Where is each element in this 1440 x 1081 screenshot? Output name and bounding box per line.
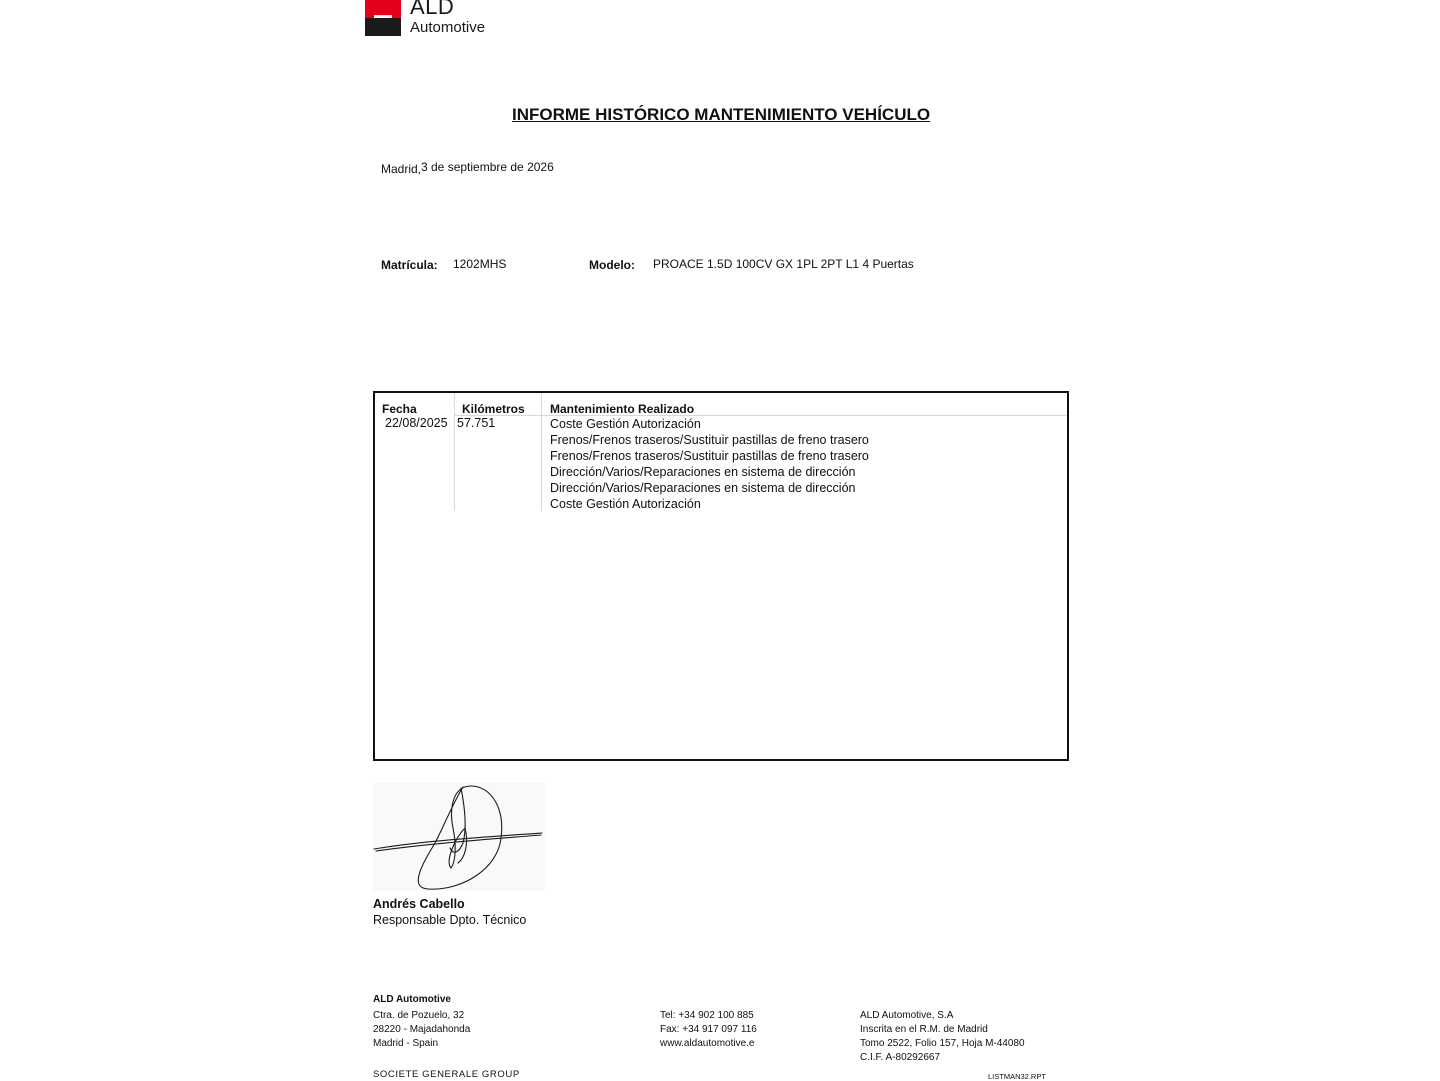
signer-role: Responsable Dpto. Técnico	[373, 913, 527, 927]
footer-legal-line: Inscrita en el R.M. de Madrid	[860, 1024, 988, 1035]
header-km: Kilómetros	[462, 402, 525, 416]
footer-legal-line: ALD Automotive, S.A	[860, 1010, 954, 1021]
plate-value: 1202MHS	[453, 257, 507, 271]
logo-mark-icon	[365, 0, 401, 36]
header-divider	[455, 415, 1067, 416]
document-date: 3 de septiembre de 2026	[421, 160, 554, 174]
column-divider	[541, 393, 542, 511]
maintenance-table	[373, 391, 1069, 761]
footer-phone: Tel: +34 902 100 885	[660, 1010, 754, 1021]
footer-legal-line: Tomo 2522, Folio 157, Hoja M-44080	[860, 1038, 1025, 1049]
maintenance-item: Frenos/Frenos traseros/Sustituir pastillas de freno trasero	[550, 449, 869, 463]
logo-brand-subname: Automotive	[410, 19, 486, 36]
maintenance-item: Dirección/Varios/Reparaciones en sistema de dirección	[550, 481, 856, 495]
footer-address-line: Madrid - Spain	[373, 1038, 439, 1049]
footer-fax: Fax: +34 917 097 116	[660, 1024, 757, 1035]
header-maintenance: Mantenimiento Realizado	[550, 402, 695, 416]
footer-company: ALD Automotive	[373, 994, 451, 1005]
footer-legal-line: C.I.F. A-80292667	[860, 1052, 941, 1063]
maintenance-item: Dirección/Varios/Reparaciones en sistema de dirección	[550, 465, 856, 479]
signer-name: Andrés Cabello	[373, 897, 465, 911]
maintenance-item: Coste Gestión Autorización	[550, 417, 701, 431]
maintenance-item: Frenos/Frenos traseros/Sustituir pastillas de freno trasero	[550, 433, 869, 447]
model-label: Modelo:	[589, 258, 635, 272]
logo-brand-name: ALD	[410, 0, 455, 19]
model-value: PROACE 1.5D 100CV GX 1PL 2PT L1 4 Puertas	[653, 257, 914, 271]
ald-automotive-logo	[365, 0, 499, 36]
maintenance-item: Coste Gestión Autorización	[550, 497, 701, 511]
plate-label: Matrícula:	[381, 258, 438, 272]
header-date: Fecha	[382, 402, 417, 416]
footer-website: www.aldautomotive.e	[660, 1038, 755, 1049]
handwritten-signature	[373, 783, 545, 891]
footer-address-line: 28220 - Majadahonda	[373, 1024, 471, 1035]
footer-report-ref: LISTMAN32.RPT	[988, 1072, 1046, 1081]
cell-km: 57.751	[457, 416, 496, 430]
footer-address-line: Ctra. de Pozuelo, 32	[373, 1010, 465, 1021]
footer-group-name: SOCIETE GENERALE GROUP	[373, 1069, 520, 1080]
column-divider	[454, 393, 455, 511]
document-title: INFORME HISTÓRICO MANTENIMIENTO VEHÍCULO	[512, 105, 931, 124]
cell-date: 22/08/2025	[385, 416, 448, 430]
place-label: Madrid,	[381, 162, 422, 176]
